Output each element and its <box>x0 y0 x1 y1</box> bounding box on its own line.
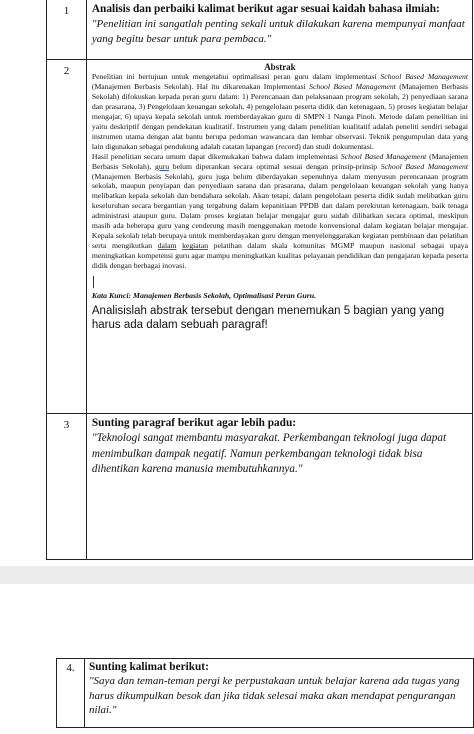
question-instruction: Analisislah abstrak tersebut dengan menemukan 5 bagian yang yang harus ada dalam sebuah paragraf! <box>91 305 445 331</box>
question-title: Analisis dan perbaiki kalimat berikut agar sesuai kaidah bahasa ilmiah: <box>91 3 440 15</box>
question-cell <box>86 414 472 560</box>
question-number: 1 <box>47 0 87 60</box>
question-row-2 <box>47 60 473 414</box>
question-text: "Penelitian ini sangatlah penting sekali untuk dilakukan karena mempunyai manfaat yang begitu besar untuk para pembaca." <box>91 18 465 45</box>
question-table-1 <box>46 0 473 560</box>
question-row-3 <box>47 414 473 560</box>
abstract-paragraph-2: Hasil penelitian secara umum dapat dikemukakan bahwa dalam implementasi School Based Management (Manajemen Berbasis Sekolah), guru belum diperankan secara optimal sesuai dengan prinsip-prinsip School Based Management (Manajemen Berbasis Sekolah), guru juga belum diberdayakan sepenuhnya dalam menyusun perencanaan program sekolah, maupun penyiapan dan penyediaan sarana dan prasarana, dalam pengelolaan keuangan sekolah yang hanya melibatkan kepala sekolah dan bendahara sekolah. Akan tetapi, dalam pengelolaan peserta didik sudah melibatkan guru keseluruhan secara bergantian yang tergabung dalam kepanitiaan PPDB dan dalam perekrutan ketenagaan, baik tenaga administrasi ataupun guru. Dalam proses kegiatan belajar mengajar guru sudah dilibatkan secara optimal, meskipun masih ada beberapa guru yang cenderung masih menggunakan metode konvensional dalam kegiatan belajar mengajar. Kepala sekolah telah berupaya untuk memberdayakan guru dengan menyelenggarakan kegiatan pembinaan dan pelatihan serta mengikutkan dalam kegiatan pelatihan dalam skala komunitas MGMP maupun nasional sebagai upaya meningkatkan kompetensi guru agar mampu meningkatkan kualitas pelayanan pendidikan dan pengajaran kepada peserta didik dengan berbagai inovasi. <box>91 151 469 271</box>
question-row-1 <box>47 0 473 60</box>
question-title: Sunting paragraf berikut agar lebih padu: <box>91 417 297 429</box>
question-row-4 <box>57 659 474 728</box>
question-number: 3 <box>47 414 87 560</box>
question-text: "Teknologi sangat membantu masyarakat. Perkembangan teknologi juga dapat menimbulkan dampak negatif. Namun perkembangan teknologi tidak bisa dihentikan karena manusia membutuhkannya." <box>91 432 447 475</box>
abstract-title: Abstrak <box>264 62 296 72</box>
abstract-paragraph-1: Penelitian ini bertujuan untuk mengetahui optimalisasi peran guru dalam implementasi School Based Management (Manajemen Berbasis Sekolah). Hal itu dikarenakan Implementasi School Based Management (Manajemen Berbasis Sekolah) difokuskan kepada peran guru dalam: 1) Perencanaan dan pelaksanaan program sekolah, 2) penyediaan sarana dan prasarana, 3) Pengelolaan keuangan sekolah, 4) pengelolaan peserta didik dan ketenagaan, 5) proses kegiatan belajar mengajar, 6) upaya kepala sekolah untuk memberdayakan guru di SMPN 1 Nanga Pinoh. Metode dalam penelitian ini yaitu deskriptif dengan pendekatan kualitatif. Instrumen yang dalam penelitian kualitatif adalah peneliti sendiri sebagai instrumen utama dengan alat bantu berupa pedoman wawancara dan lembar observasi. Teknik pengumpulan data yang lain digunakan sebagai pendukung adalah catatan lapangan (record) dan studi dokumentasi. <box>91 72 468 151</box>
text-cursor <box>92 275 468 289</box>
question-cell <box>84 659 473 728</box>
question-text: "Saya dan teman-teman pergi ke perpustakaan untuk belajar karena ada tugas yang harus dikumpulkan besok dan jika tidak selesai maka akan mendapat pengurangan nilai." <box>88 675 460 716</box>
question-number: 2 <box>47 60 87 414</box>
keywords: Kata Kunci: Manajemen Berbasis Sekolah, Optimalisasi Peran Guru. <box>91 291 317 301</box>
question-number: 4. <box>57 659 85 728</box>
question-title: Sunting kalimat berikut: <box>88 661 209 673</box>
question-table-2 <box>56 658 474 728</box>
question-cell <box>86 60 472 414</box>
question-cell <box>86 0 472 60</box>
